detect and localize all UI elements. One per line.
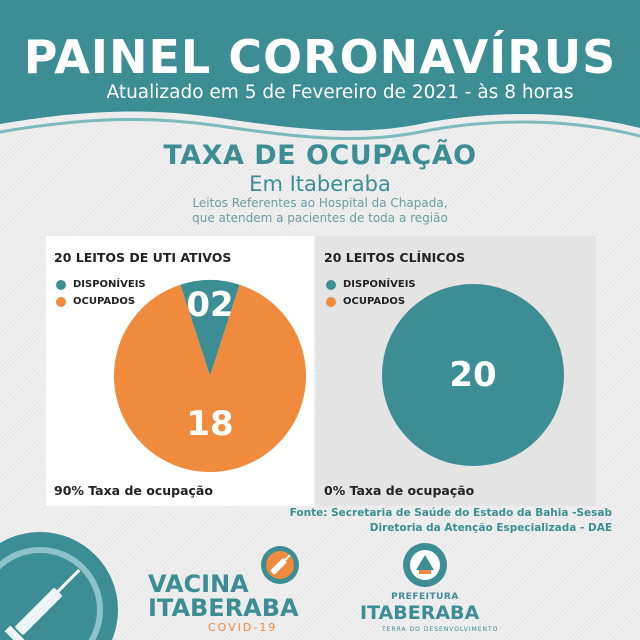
uti-pie-chart [112, 278, 308, 474]
vaccine-syringe-icon [260, 545, 300, 585]
clinicos-legend-ocupados-label: OCUPADOS [343, 296, 406, 307]
page-title: PAINEL CORONAVÍRUS [23, 30, 617, 84]
prefeitura-name: ITABERABA [360, 602, 480, 624]
uti-panel [46, 236, 314, 506]
clinicos-legend-disponiveis-label: DISPONÍVEIS [343, 279, 416, 290]
section-title: TAXA DE OCUPAÇÃO [163, 140, 477, 171]
clinicos-pie-chart [380, 282, 566, 468]
section-subtitle: Em Itaberaba [249, 172, 391, 196]
uti-panel-title: 20 LEITOS DE UTI ATIVOS [54, 250, 232, 265]
disponiveis-dot-icon [326, 280, 336, 290]
source-note [290, 506, 612, 536]
disponiveis-dot-icon [56, 280, 66, 290]
clinicos-panel [316, 236, 596, 506]
source-line1: Fonte: Secretaria de Saúde do Estado da Bahia -Sesab [289, 507, 612, 519]
section-note-line1: Leitos Referentes ao Hospital da Chapada, [192, 196, 448, 210]
vacina-itaberaba-logo [148, 545, 308, 635]
clinicos-panel-title: 20 LEITOS CLÍNICOS [324, 250, 466, 265]
uti-label-ocupados: 18 [186, 404, 234, 444]
uti-legend-disponiveis-label: DISPONÍVEIS [73, 279, 146, 290]
ocupados-dot-icon [56, 297, 66, 307]
source-line2: Diretoria da Atenção Especializada - DAE [369, 522, 612, 534]
prefeitura-label: PREFEITURA [391, 592, 459, 602]
uti-label-disponveis: 02 [186, 284, 234, 325]
uti-legend-ocupados-label: OCUPADOS [73, 296, 136, 307]
city-seal-icon [402, 540, 448, 590]
vacina-covid-text: COVID-19 [208, 621, 278, 634]
section-note-line2: que atendem a pacientes de toda a região [192, 211, 448, 225]
syringe-decoration-icon [0, 520, 140, 640]
clinicos-occupancy-rate: 0% Taxa de ocupação [324, 483, 475, 498]
clinicos-label-disponveis: 20 [449, 355, 497, 395]
page-subtitle: Atualizado em 5 de Fevereiro de 2021 - às 8 horas [106, 82, 574, 103]
vacina-text: VACINA [148, 570, 249, 598]
prefeitura-tagline: TERRA DO DESENVOLVIMENTO [382, 626, 499, 633]
uti-occupancy-rate: 90% Taxa de ocupação [54, 483, 213, 498]
section-note [0, 196, 640, 226]
vacina-city-text: ITABERABA [148, 594, 299, 622]
prefeitura-logo [360, 540, 500, 636]
ocupados-dot-icon [326, 297, 336, 307]
